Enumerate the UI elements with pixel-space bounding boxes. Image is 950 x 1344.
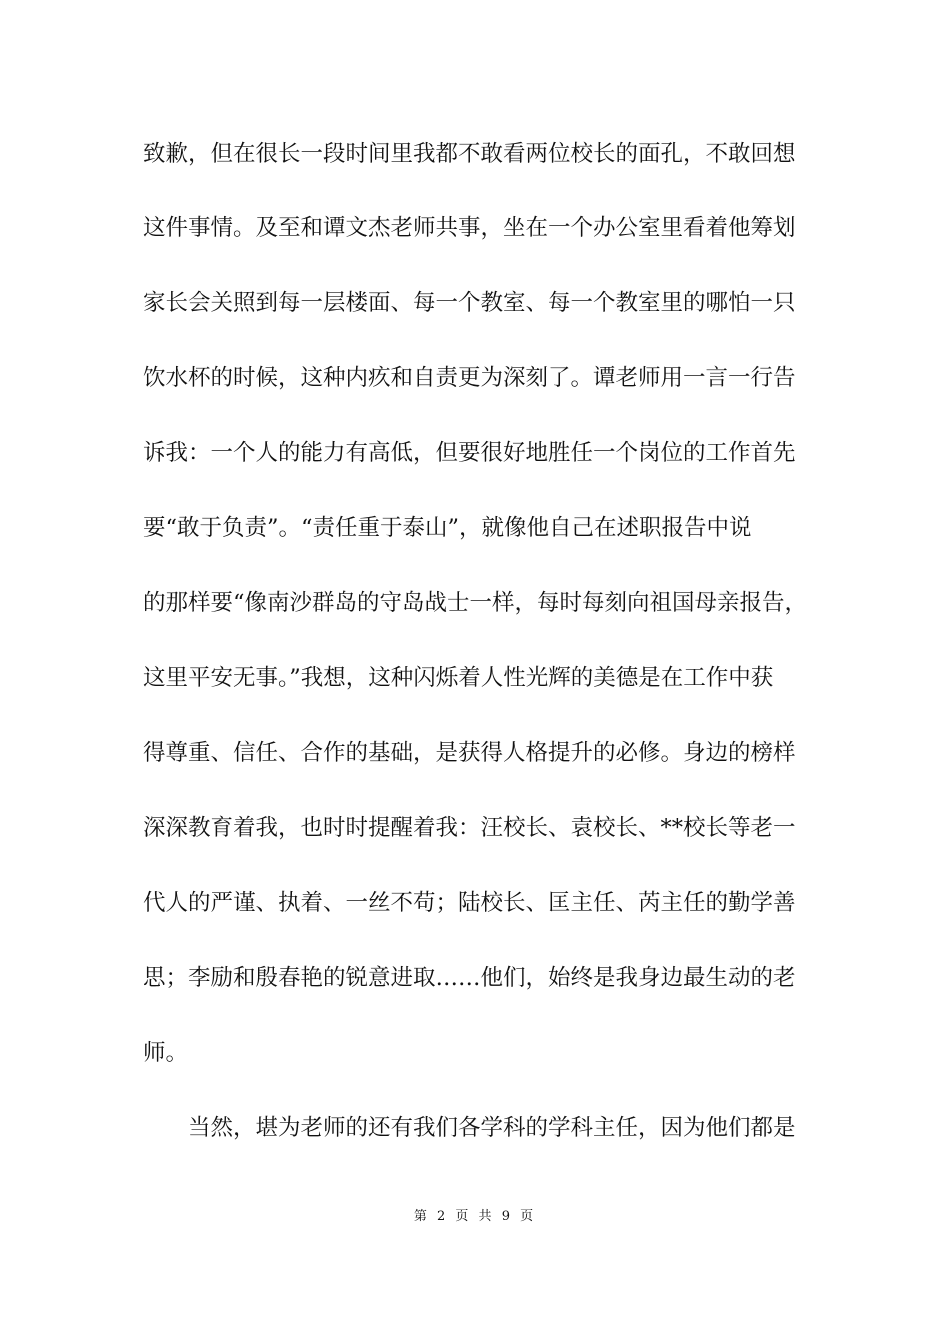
text-line-4: 饮水杯的时候，这种内疚和自责更为深刻了。谭老师用一言一行告 (143, 365, 796, 391)
text-line-7: 的那样要“像南沙群岛的守岛战士一样，每时每刻向祖国母亲报告， (143, 590, 808, 616)
page-footer: 第 2 页 共 9 页 (413, 1209, 537, 1224)
text-line-2: 这件事情。及至和谭文杰老师共事，坐在一个办公室里看着他筹划 (143, 215, 796, 241)
text-line-8: 这里平安无事。”我想，这种闪烁着人性光辉的美德是在工作中获 (143, 665, 774, 691)
text-line-12: 思；李励和殷春艳的锐意进取……他们，始终是我身边最生动的老 (143, 965, 796, 991)
text-line-13: 师。 (143, 1040, 189, 1066)
text-line-6: 要“敢于负责”。“责任重于泰山”，就像他自己在述职报告中说 (143, 515, 752, 541)
text-line-1: 致歉，但在很长一段时间里我都不敢看两位校长的面孔，不敢回想 (143, 141, 796, 167)
text-line-9: 得尊重、信任、合作的基础，是获得人格提升的必修。身边的榜样 (143, 740, 796, 766)
text-line-5: 诉我：一个人的能力有高低，但要很好地胜任一个岗位的工作首先 (143, 440, 796, 466)
paragraph-2-line-1: 当然，堪为老师的还有我们各学科的学科主任，因为他们都是 (188, 1115, 796, 1141)
text-line-10: 深深教育着我，也时时提醒着我：汪校长、袁校长、**校长等老一 (143, 815, 796, 841)
text-line-3: 家长会关照到每一层楼面、每一个教室、每一个教室里的哪怕一只 (143, 290, 796, 316)
text-line-11: 代人的严谨、执着、一丝不苟；陆校长、匡主任、芮主任的勤学善 (143, 890, 796, 916)
